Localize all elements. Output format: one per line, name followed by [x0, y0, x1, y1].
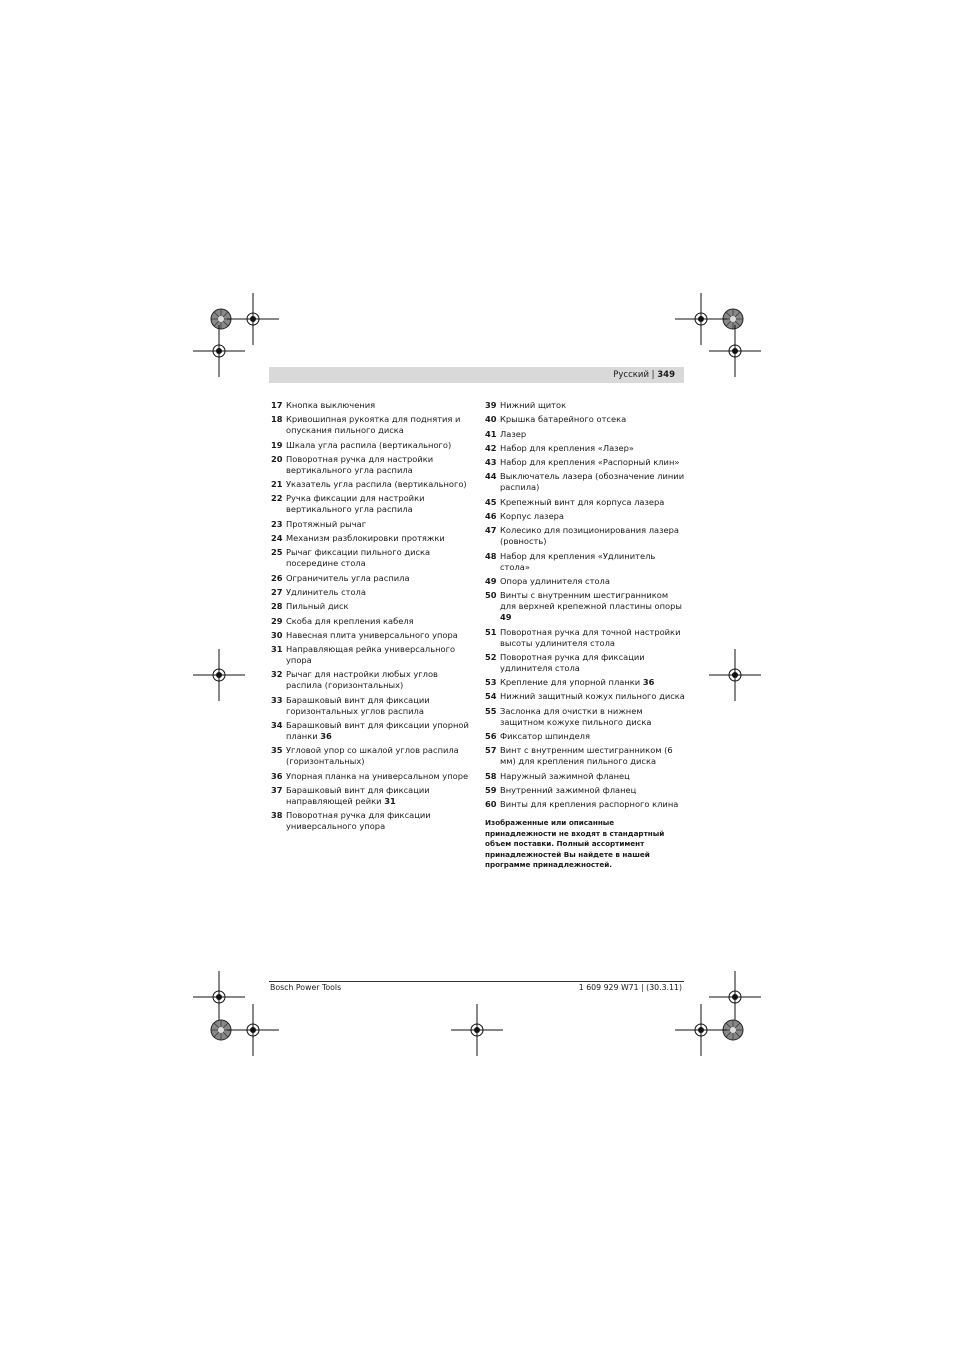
item-text: [500, 497, 685, 508]
parts-list-item: [271, 493, 471, 515]
parts-list-item: [485, 731, 685, 742]
parts-list-item: [485, 525, 685, 547]
item-description: Набор для крепления «Распорный клин»: [500, 457, 680, 468]
item-text: [500, 457, 685, 468]
item-number: 40: [485, 414, 497, 425]
item-text: [286, 630, 471, 641]
item-number: 55: [485, 705, 497, 716]
parts-list-item: [485, 497, 685, 508]
item-number: 33: [271, 694, 283, 705]
item-text: [500, 799, 685, 810]
item-text: [286, 400, 471, 411]
parts-list-item: [271, 400, 471, 411]
item-number: 35: [271, 745, 283, 756]
item-number: 30: [271, 629, 283, 640]
parts-list-item: [485, 785, 685, 796]
item-number: 46: [485, 511, 497, 522]
item-text: [500, 590, 685, 623]
item-number: 23: [271, 518, 283, 529]
item-description: Крепежный винт для корпуса лазера: [500, 496, 665, 507]
page-number: 349: [657, 370, 675, 380]
item-description: Внутренний зажимной фланец: [500, 784, 637, 795]
item-text: [286, 810, 471, 832]
item-number: 59: [485, 784, 497, 795]
footer-brand: Bosch Power Tools: [270, 983, 342, 992]
item-text: [286, 745, 471, 767]
parts-list-item: [485, 771, 685, 782]
item-number: 45: [485, 496, 497, 507]
item-description: Поворотная ручка для фиксации удлинителя стола: [500, 651, 645, 673]
item-text: [500, 551, 685, 573]
item-description: Удлинитель стола: [286, 586, 366, 597]
item-text: [286, 479, 471, 490]
item-description: Протяжный рычаг: [286, 518, 367, 529]
item-text: [500, 443, 685, 454]
item-text: [500, 400, 685, 411]
item-number: 36: [271, 770, 283, 781]
item-number: 34: [271, 720, 283, 731]
item-description: Нижний щиток: [500, 400, 567, 410]
item-number: 41: [485, 428, 497, 439]
item-text: [500, 429, 685, 440]
item-description: Угловой упор со шкалой углов распила (горизонтальных): [286, 745, 459, 767]
item-description: Винты для крепления распорного клина: [500, 799, 679, 810]
item-text: [286, 695, 471, 717]
item-text: [500, 576, 685, 587]
item-text: [286, 587, 471, 598]
item-text: [500, 627, 685, 649]
item-text: [286, 771, 471, 782]
item-number: 19: [271, 439, 283, 450]
item-text: [500, 414, 685, 425]
item-text: [286, 454, 471, 476]
parts-list-item: [485, 677, 685, 688]
item-description: Барашковый винт для фиксации упорной планки: [286, 720, 469, 742]
item-description: Крепление для упорной планки: [500, 677, 641, 688]
parts-list-item: [271, 669, 471, 691]
item-text: [500, 771, 685, 782]
item-text: [286, 785, 471, 807]
item-description: Кривошипная рукоятка для поднятия и опускания пильного диска: [286, 414, 461, 436]
parts-list-item: [485, 429, 685, 440]
item-description: Набор для крепления «Лазер»: [500, 442, 635, 453]
header-language: Русский: [613, 370, 649, 380]
parts-list-item: [271, 785, 471, 807]
item-description: Наружный зажимной фланец: [500, 770, 630, 781]
parts-list-item: [485, 400, 685, 411]
parts-list-item: [271, 440, 471, 451]
parts-list-item: [485, 799, 685, 810]
footer-doc-number: 1 609 929 W71 | (30.3.11): [578, 983, 682, 992]
item-text: [286, 669, 471, 691]
item-text: [500, 471, 685, 493]
item-number: 29: [271, 615, 283, 626]
item-description: Направляющая рейка универсального упора: [286, 644, 456, 666]
item-description: Ручка фиксации для настройки вертикального угла распила: [286, 493, 425, 515]
parts-list-item: [271, 547, 471, 569]
parts-list-item: [271, 519, 471, 530]
item-number: 56: [485, 731, 497, 742]
parts-list-item: [485, 457, 685, 468]
parts-list-item: [271, 414, 471, 436]
parts-list-item: [271, 454, 471, 476]
parts-list-item: [271, 720, 471, 742]
item-description: Выключатель лазера (обозначение линии распила): [500, 471, 685, 493]
parts-list-item: [485, 627, 685, 649]
item-text: [286, 533, 471, 544]
parts-list-left: [271, 400, 471, 836]
parts-list-item: [485, 706, 685, 728]
item-description: Барашковый винт для фиксации направляющей рейки: [286, 784, 430, 806]
accessories-note: Изображенные или описанные принадлежности не входят в стандартный объем поставки. Полный ассортимент принадлежностей Вы найдете в нашей программе принадлежностей.: [485, 818, 665, 870]
item-description: Кнопка выключения: [286, 400, 376, 410]
parts-list-item: [271, 616, 471, 627]
item-description: Крышка батарейного отсека: [500, 414, 627, 425]
item-number: 26: [271, 572, 283, 583]
item-reference: 49: [500, 612, 512, 623]
parts-list-item: [485, 745, 685, 767]
parts-list-item: [485, 551, 685, 573]
item-description: Рычаг для настройки любых углов распила (горизонтальных): [286, 669, 438, 691]
parts-list-item: [485, 443, 685, 454]
item-number: 20: [271, 453, 283, 464]
item-description: Корпус лазера: [500, 511, 565, 522]
item-description: Ограничитель угла распила: [286, 572, 410, 583]
item-description: Скоба для крепления кабеля: [286, 615, 414, 626]
parts-list-item: [485, 511, 685, 522]
item-text: [286, 414, 471, 436]
parts-list-item: [271, 810, 471, 832]
item-text: [500, 511, 685, 522]
footer-rule: [269, 981, 684, 982]
item-number: 48: [485, 550, 497, 561]
item-description: Винт с внутренним шестигранником (6 мм) для крепления пильного диска: [500, 745, 673, 767]
item-number: 31: [271, 644, 283, 655]
item-text: [500, 706, 685, 728]
item-text: [286, 440, 471, 451]
item-number: 42: [485, 442, 497, 453]
parts-list-item: [271, 479, 471, 490]
item-description: Указатель угла распила (вертикального): [286, 479, 467, 490]
item-text: [500, 652, 685, 674]
parts-list-item: [485, 471, 685, 493]
item-text: [500, 525, 685, 547]
item-number: 43: [485, 457, 497, 468]
parts-list-right: [485, 400, 685, 871]
item-description: Набор для крепления «Удлинитель стола»: [500, 550, 656, 572]
parts-list-item: [271, 533, 471, 544]
item-number: 54: [485, 691, 497, 702]
parts-list-item: [271, 771, 471, 782]
item-text: [286, 601, 471, 612]
item-number: 57: [485, 745, 497, 756]
item-description: Колесико для позиционирования лазера (ровность): [500, 525, 679, 547]
item-text: [500, 745, 685, 767]
item-number: 21: [271, 479, 283, 490]
item-text: [286, 547, 471, 569]
parts-list-item: [271, 695, 471, 717]
item-number: 38: [271, 810, 283, 821]
page-header: [269, 367, 684, 383]
item-description: Навесная плита универсального упора: [286, 629, 458, 640]
item-description: Лазер: [500, 428, 527, 439]
item-description: Поворотная ручка для фиксации универсального упора: [286, 810, 431, 832]
item-number: 18: [271, 414, 283, 425]
item-number: 39: [485, 400, 497, 410]
parts-list-item: [485, 652, 685, 674]
item-text: [286, 644, 471, 666]
parts-list-item: [485, 576, 685, 587]
item-number: 50: [485, 590, 497, 601]
item-description: Поворотная ручка для точной настройки высоты удлинителя стола: [500, 626, 681, 648]
item-text: [286, 519, 471, 530]
item-number: 47: [485, 525, 497, 536]
item-text: [286, 573, 471, 584]
item-description: Барашковый винт для фиксации горизонтальных углов распила: [286, 694, 430, 716]
parts-list-item: [271, 630, 471, 641]
header-text: [613, 369, 675, 381]
item-description: Шкала угла распила (вертикального): [286, 439, 452, 450]
item-description: Упорная планка на универсальном упоре: [286, 770, 469, 781]
parts-list-item: [271, 587, 471, 598]
item-number: 28: [271, 601, 283, 612]
item-reference: 36: [642, 677, 655, 688]
item-number: 22: [271, 493, 283, 504]
parts-list-item: [271, 573, 471, 584]
item-description: Нижний защитный кожух пильного диска: [500, 691, 685, 702]
item-text: [500, 677, 685, 688]
item-text: [286, 493, 471, 515]
item-text: [500, 731, 685, 742]
item-description: Заслонка для очистки в нижнем защитном кожухе пильного диска: [500, 705, 652, 727]
item-description: Поворотная ручка для настройки вертикального угла распила: [286, 453, 434, 475]
item-description: Опора удлинителя стола: [500, 575, 610, 586]
header-separator: |: [651, 370, 655, 380]
item-number: 25: [271, 547, 283, 558]
parts-list-item: [485, 414, 685, 425]
item-description: Рычаг фиксации пильного диска посередине стола: [286, 547, 431, 569]
item-description: Фиксатор шпинделя: [500, 731, 590, 742]
item-text: [500, 691, 685, 702]
parts-list-item: [271, 601, 471, 612]
parts-list-item: [485, 590, 685, 623]
item-reference: 36: [320, 731, 332, 742]
item-reference: 31: [384, 795, 396, 806]
item-description: Винты с внутренним шестигранником для верхней крепежной пластины опоры: [500, 590, 682, 612]
item-number: 58: [485, 770, 497, 781]
item-number: 27: [271, 586, 283, 597]
item-number: 53: [485, 677, 497, 688]
item-text: [500, 785, 685, 796]
item-number: 37: [271, 784, 283, 795]
parts-list-item: [271, 644, 471, 666]
item-number: 60: [485, 799, 497, 810]
item-number: 49: [485, 575, 497, 586]
item-number: 24: [271, 533, 283, 544]
parts-list-item: [485, 691, 685, 702]
item-number: 32: [271, 669, 283, 680]
item-number: 17: [271, 400, 283, 410]
parts-list-item: [271, 745, 471, 767]
item-text: [286, 616, 471, 627]
item-number: 51: [485, 626, 497, 637]
item-text: [286, 720, 471, 742]
item-number: 52: [485, 651, 497, 662]
item-description: Механизм разблокировки протяжки: [286, 533, 445, 544]
item-description: Пильный диск: [286, 601, 349, 612]
item-number: 44: [485, 471, 497, 482]
